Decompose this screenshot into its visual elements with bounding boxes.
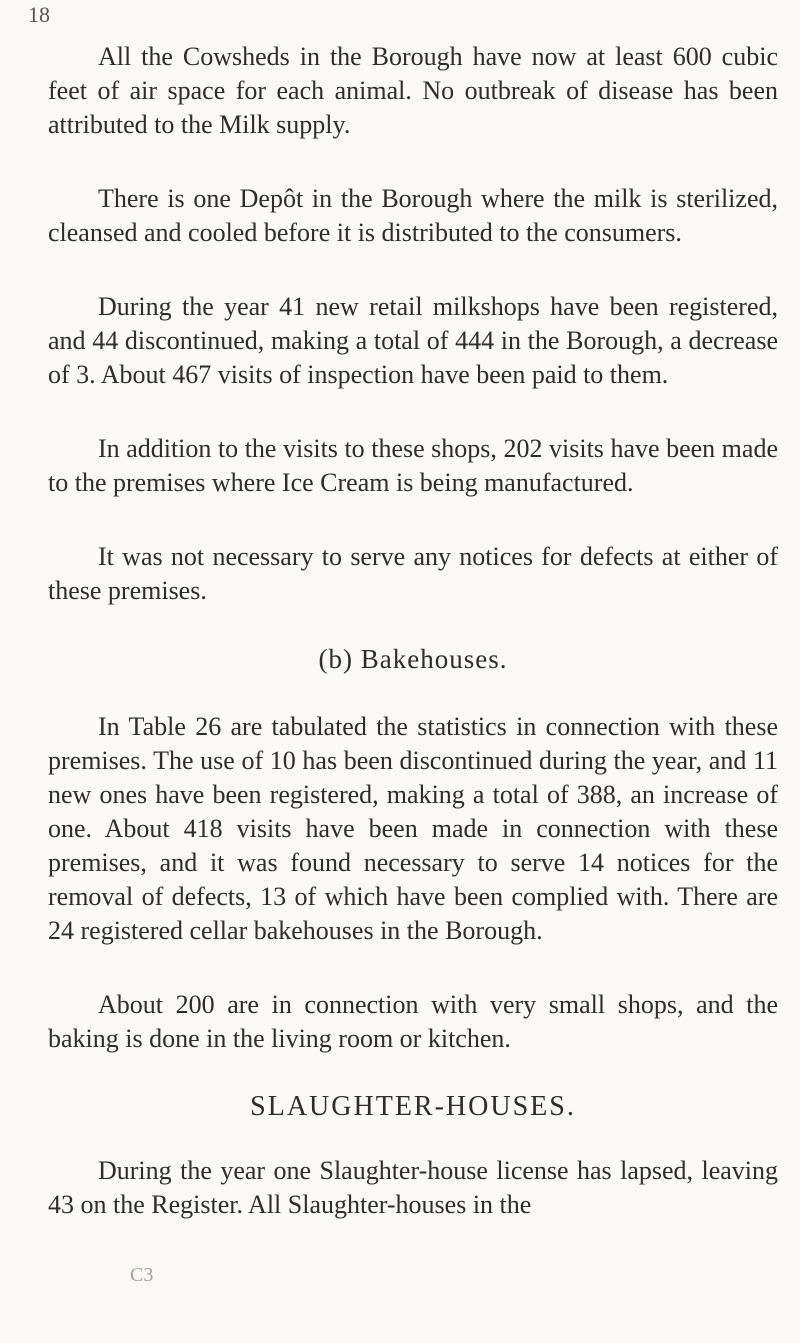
bakehouses-heading: (b) Bakehouses. <box>318 644 508 674</box>
paragraph-cowsheds: All the Cowsheds in the Borough have now at least 600 cubic feet of air space for each animal. No outbreak of disease has been attributed to the Milk supply. <box>48 42 778 139</box>
signature-mark: C3 <box>130 1264 154 1286</box>
page-number: 18 <box>28 2 50 27</box>
paragraph-bakehouses-small-shops: About 200 are in connection with very small shops, and the baking is done in the living room or kitchen. <box>48 990 778 1053</box>
paragraph-milkshops: During the year 41 new retail milkshops have been registered, and 44 discontinued, making a total of 444 in the Borough, a decrease of 3. About 467 visits of inspection have been paid to them. <box>48 292 778 389</box>
paragraph-slaughter-houses: During the year one Slaughter-house license has lapsed, leaving 43 on the Register. All Slaughter-houses in the <box>48 1156 778 1219</box>
paragraph-bakehouses-table: In Table 26 are tabulated the statistics in connection with these premises. The use of 10 has been discontinued during the year, and 11 new ones have been registered, making a total of 388, an increase of one. About 418 visits have been made in connection with these premises, and it was found necessary to serve 14 notices for the removal of defects, 13 of which have been complied with. There are 24 registered cellar bakehouses in the Borough. <box>48 712 778 945</box>
slaughter-houses-heading: SLAUGHTER-HOUSES. <box>250 1091 576 1122</box>
page-body <box>48 40 778 1262</box>
paragraph-notices: It was not necessary to serve any notices for defects at either of these premises. <box>48 542 778 605</box>
paragraph-ice-cream: In addition to the visits to these shops, 202 visits have been made to the premises where Ice Cream is being manufactured. <box>48 434 778 497</box>
paragraph-depot: There is one Depôt in the Borough where the milk is sterilized, cleansed and cooled before it is distributed to the consumers. <box>48 184 778 247</box>
